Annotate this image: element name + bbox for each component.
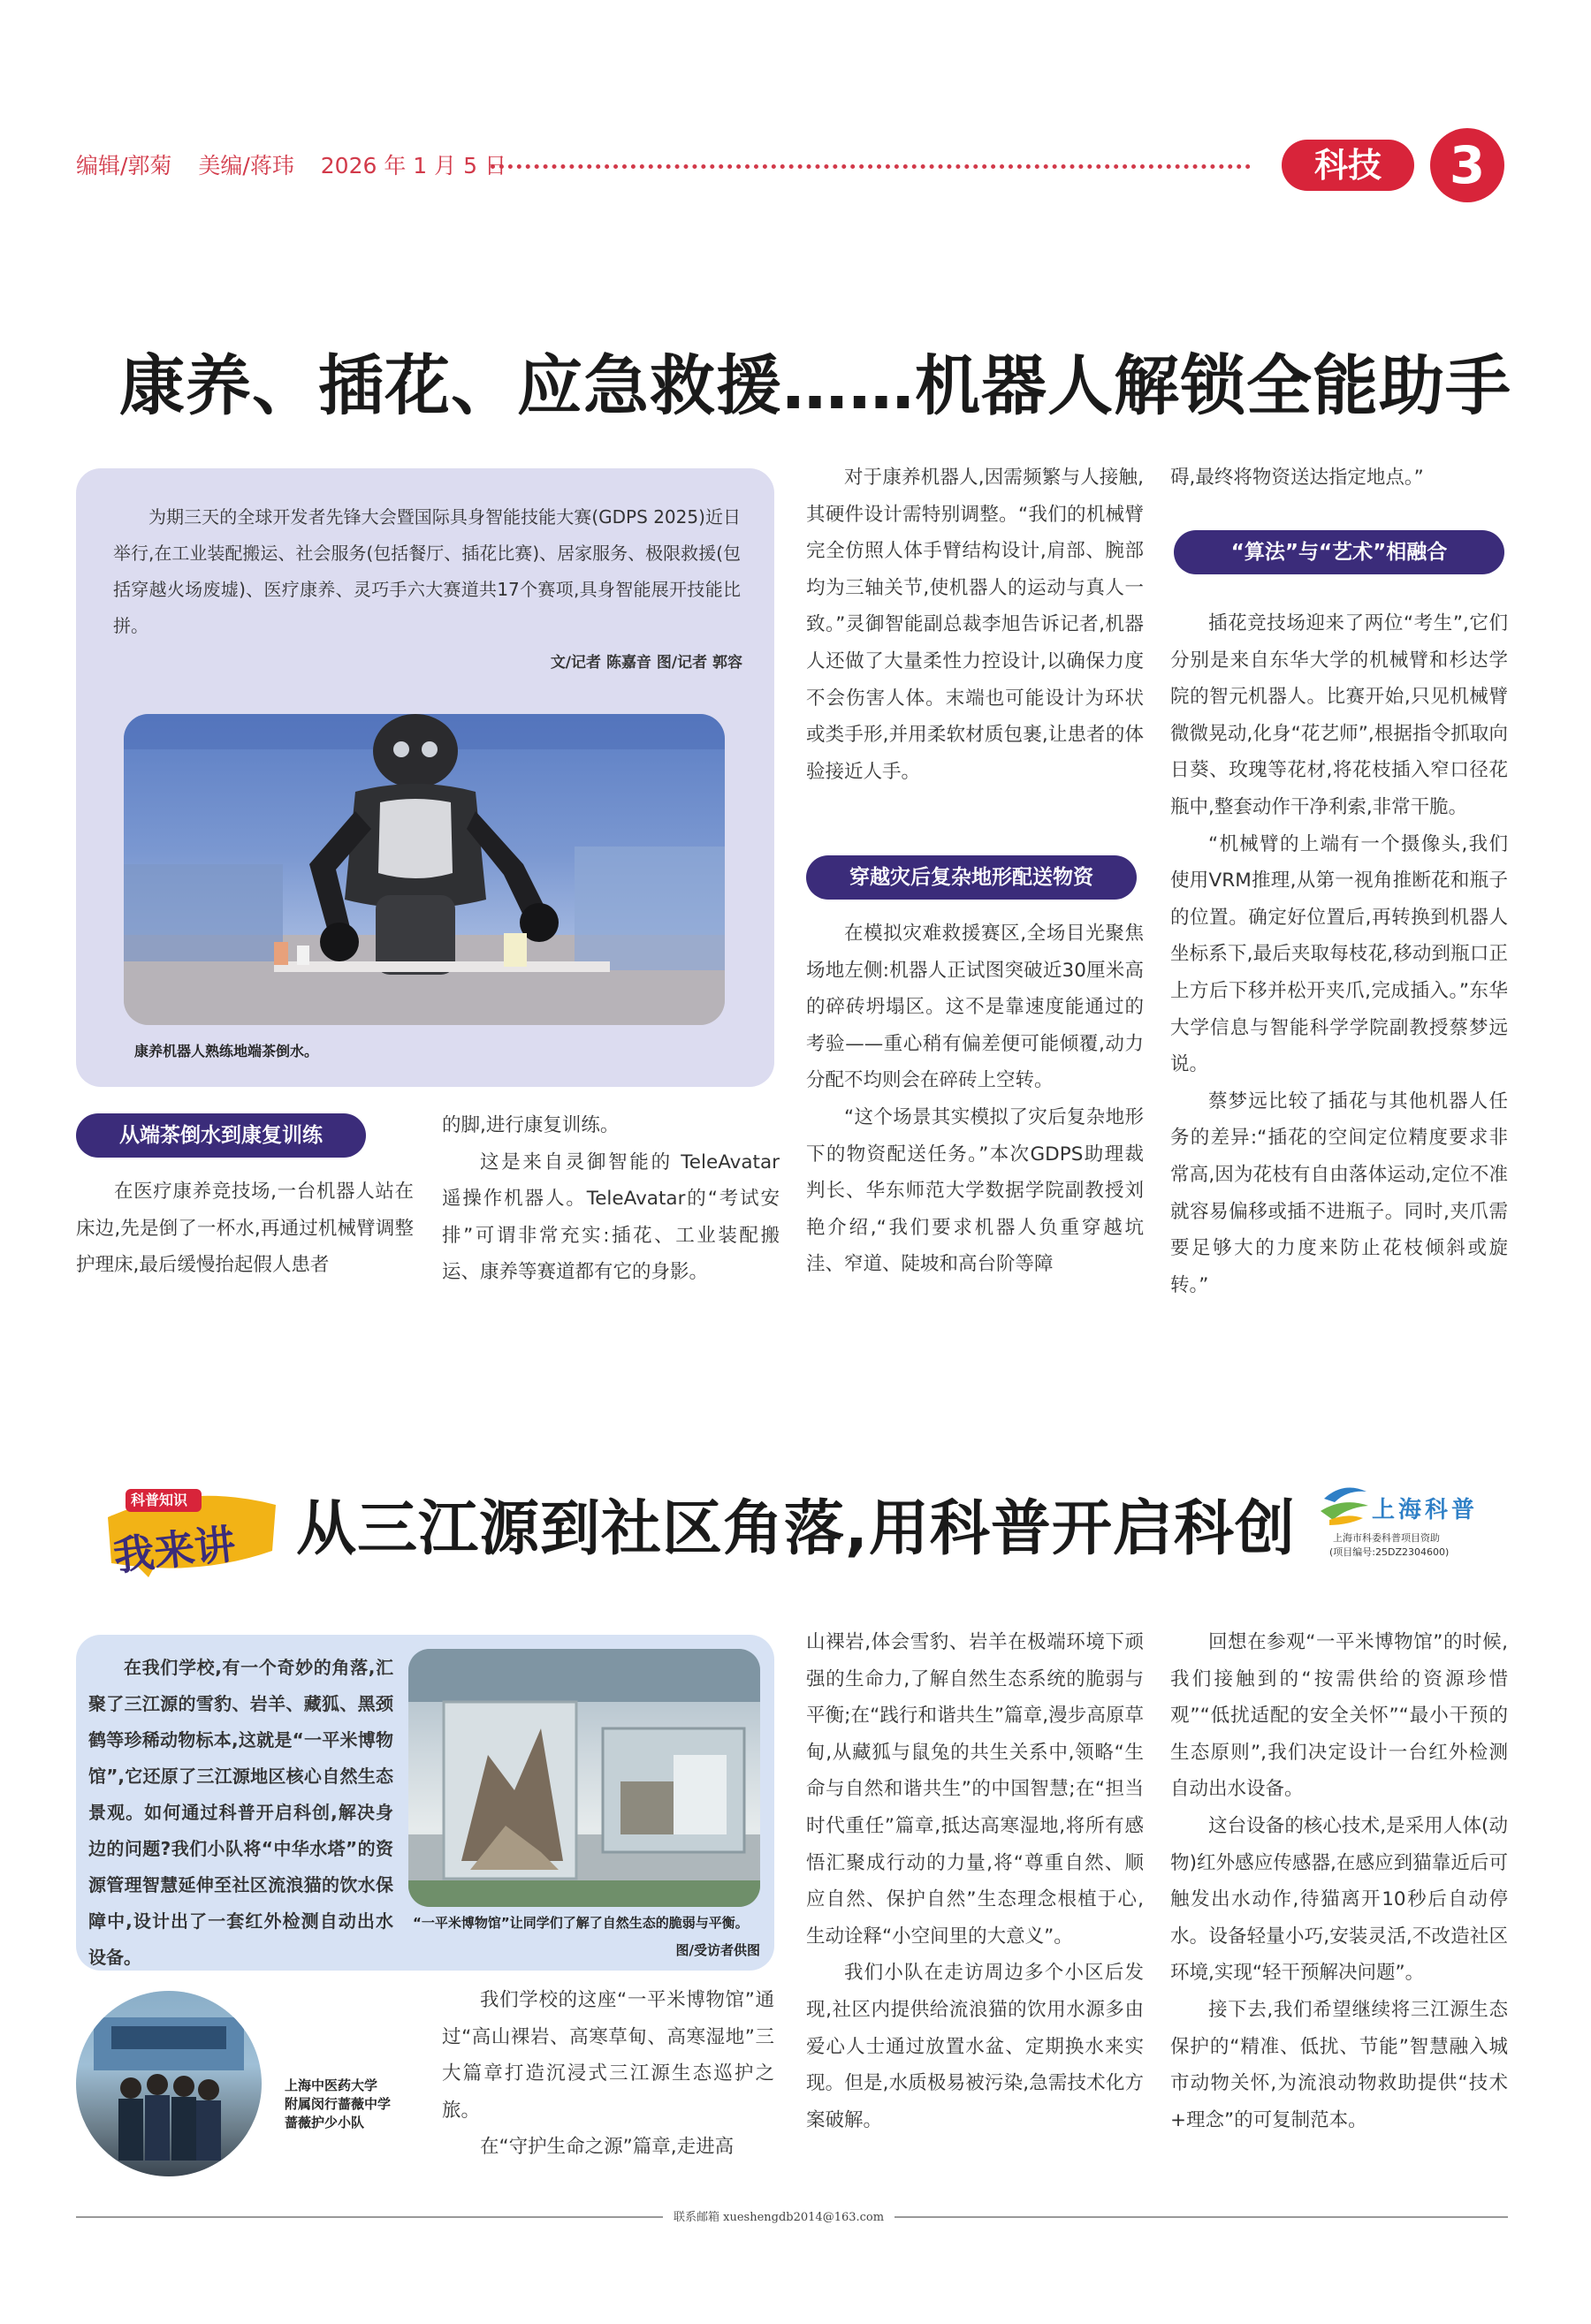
article1-column2 [442, 1107, 780, 1291]
team-caption [285, 2077, 391, 2132]
editor-credit: 编辑/郭菊 [76, 153, 172, 178]
article2-column3 [806, 1624, 1144, 2138]
article2-lead-text: 在我们学校,有一个奇妙的角落,汇聚了三江源的雪豹、岩羊、藏狐、黑颈鹤等珍稀动物标本,这就是“一平米博物馆”,它还原了三江源地区核心自然生态景观。如何通过科普开启科创,解决身边的问题?我们小队将“中华水塔”的资源管理智慧延伸至社区流浪猫的饮水保障中,设计出了一套红外检测自动出水设备。 [88, 1657, 393, 1968]
paragraph-next-steps: 接下去,我们希望继续将三江源生态保护的“精准、低扰、节能”智慧融入城市动物关怀,为流浪动物救助提供“技术+理念”的可复制范本。 [1170, 1998, 1508, 2131]
section-label: 科技 [1282, 140, 1414, 191]
article1-column3 [806, 459, 1144, 790]
article1-column3b [806, 915, 1144, 1283]
paragraph-rehab-cont: 的脚,进行康复训练。 [442, 1114, 620, 1136]
shanghai-science-logo [1317, 1481, 1494, 1561]
paragraph-disaster-scene: 在模拟灾难救援赛区,全场目光聚焦场地左侧:机器人正试图突破近30厘米高的碎砖坍塌区。这不是靠速度能通过的考验——重心稍有偏差便可能倾覆,动力分配不均则会在碎砖上空转。 [806, 923, 1144, 1092]
header-dotted-rule [491, 164, 1251, 169]
paragraph-chapters-cont: 山裸岩,体会雪豹、岩羊在极端环境下顽强的生命力,了解自然生态系统的脆弱与平衡;在“践行和谐共生”篇章,漫步高原草甸,从藏狐与鼠兔的共生关系中,领略“生命与自然和谐共生”的中国智慧;在“担当时代重任”篇章,抵达高寒湿地,将所有感悟汇聚成行动的力量,将“尊重自然、顺应自然、保护自然”生态理念根植于心,生动诠释“小空间里的大意义”。 [806, 1631, 1144, 1948]
robot-photo [124, 714, 725, 1025]
paragraph-museum: 我们学校的这座“一平米博物馆”通过“高山裸岩、高寒草甸、高寒湿地”三大篇章打造沉浸式三江源生态巡护之旅。 [442, 1989, 774, 2122]
team-caption-line1: 上海中医药大学 [285, 2077, 378, 2093]
article1-lead [113, 499, 741, 644]
paragraph-chapters-start: 在“守护生命之源”篇章,走进高 [480, 2136, 735, 2159]
article2-title: 从三江源到社区角落,用科普开启科创 [296, 1494, 1296, 1564]
paragraph-disaster-quote: “这个场景其实模拟了灾后复杂地形下的物资配送任务。”本次GDPS助理裁判长、华东师范大学数据学院副教授刘艳介绍,“我们要求机器人负重穿越坑洼、窄道、陡坡和高台阶等障 [806, 1105, 1144, 1276]
paragraph-stray-cats: 我们小队在走访周边多个小区后发现,社区内提供给流浪猫的饮用水源多由爱心人士通过放置水盆、定期换水来实现。但是,水质极易被污染,急需技术化方案破解。 [806, 1962, 1144, 2131]
issue-date: 2026 年 1 月 5 日 [320, 153, 506, 178]
paragraph-design-idea: 回想在参观“一平米博物馆”的时候,我们接触到的“按需供给的资源珍惜观”“低扰适配的安全关怀”“最小干预的生态原则”,我们决定设计一台红外检测自动出水设备。 [1170, 1631, 1508, 1801]
robot-photo-illustration [124, 714, 725, 1025]
article2-column4 [1170, 1624, 1508, 2138]
logo-sub2: (项目编号:25DZ2304600) [1329, 1546, 1450, 1558]
footer-contact-email: 联系邮箱 xueshengdb2014@163.com [663, 2207, 894, 2224]
article1-title: 康养、插花、应急救援……机器人解锁全能助手 [119, 348, 1511, 424]
museum-photo-caption: “一平米博物馆”让同学们了解了自然生态的脆弱与平衡。 [413, 1915, 749, 1931]
paragraph-hardware: 对于康养机器人,因需频繁与人接触,其硬件设计需特别调整。“我们的机械臂完全仿照人体手臂结构设计,肩部、腕部均为三轴关节,使机器人的运动与真人一致。”灵御智能副总裁李旭告诉记者,机器人还做了大量柔性力控设计,以确保力度不会伤害人体。末端也可能设计为环状或类手形,并用柔软材质包裹,让患者的体验接近人手。 [806, 467, 1144, 783]
section-heading-disaster: 穿越灾后复杂地形配送物资 [806, 855, 1137, 900]
badge-top-label: 科普知识 [131, 1492, 188, 1508]
designer-credit: 美编/蒋玮 [198, 153, 294, 178]
article2-column2 [442, 1982, 774, 2166]
team-photo-illustration [76, 1991, 262, 2176]
team-caption-line3: 蔷薇护少小队 [285, 2115, 365, 2130]
logo-swirl-icon [1317, 1481, 1370, 1527]
section-heading-tea-rehab: 从端茶倒水到康复训练 [76, 1113, 366, 1158]
paragraph-teleavatar: 这是来自灵御智能的 TeleAvatar 遥操作机器人。TeleAvatar的“考试安排”可谓非常充实:插花、工业装配搬运、康养等赛道都有它的身影。 [442, 1151, 780, 1284]
paragraph-flower-diff: 蔡梦远比较了插花与其他机器人任务的差异:“插花的空间定位精度要求非常高,因为花枝有自由落体运动,定位不准就容易偏移或插不进瓶子。同时,夹爪需要足够大的力度来防止花枝倾斜或旋转。” [1170, 1090, 1508, 1296]
article1-column4b [1170, 605, 1508, 1303]
article1-lead-text: 为期三天的全球开发者先锋大会暨国际具身智能技能大赛(GDPS 2025)近日举行,在工业装配搬运、社会服务(包括餐厅、插花比赛)、居家服务、极限救援(包括穿越火场废墟)、医疗康养、灵巧手六大赛道共17个赛项,具身智能展开技能比拼。 [113, 506, 741, 636]
museum-photo-credit: 图/受访者供图 [675, 1942, 760, 1958]
page-number: 3 [1430, 128, 1504, 202]
article1-column1 [76, 1173, 414, 1284]
robot-photo-caption: 康养机器人熟练地端茶倒水。 [134, 1043, 319, 1059]
logo-text: 上海科普 [1372, 1497, 1479, 1523]
logo-sub1: 上海市科委科普项目资助 [1333, 1532, 1440, 1544]
museum-photo-illustration [408, 1649, 760, 1907]
team-photo [76, 1991, 262, 2176]
paragraph-rehab-intro: 在医疗康养竞技场,一台机器人站在床边,先是倒了一杯水,再通过机械臂调整护理床,最后缓慢抬起假人患者 [76, 1181, 414, 1277]
museum-photo [408, 1649, 760, 1907]
article1-byline: 文/记者 陈嘉音 图/记者 郭容 [550, 654, 742, 672]
paragraph-disaster-end: 碍,最终将物资送达指定地点。” [1170, 467, 1424, 489]
paragraph-flower-method: “机械臂的上端有一个摄像头,我们使用VRM推理,从第一视角推断花和瓶子的位置。确定好位置后,再转换到机器人坐标系下,最后夹取每枝花,移动到瓶口正上方后下移并松开夹爪,完成插入。”东华大学信息与智能科学学院副教授蔡梦远说。 [1170, 832, 1508, 1076]
paragraph-core-tech: 这台设备的核心技术,是采用人体(动物)红外感应传感器,在感应到猫靠近后可触发出水动作,待猫离开10秒后自动停水。设备轻量小巧,安装灵活,不改造社区环境,实现“轻干预解决问题”。 [1170, 1814, 1508, 1985]
paragraph-flower-contest: 插花竞技场迎来了两位“考生”,它们分别是来自东华大学的机械臂和杉达学院的智元机器人。比赛开始,只见机械臂微微晃动,化身“花艺师”,根据指令抓取向日葵、玫瑰等花材,将花枝插入窄口径花瓶中,整套动作干净利索,非常干脆。 [1170, 612, 1508, 818]
section-heading-art-algorithm: “算法”与“艺术”相融合 [1174, 530, 1504, 574]
article2-lead [88, 1650, 393, 1976]
badge-main-label: 我来讲 [110, 1519, 238, 1581]
article1-column4 [1170, 459, 1508, 497]
masthead-credits [76, 148, 526, 180]
team-caption-line2: 附属闵行蔷薇中学 [285, 2096, 392, 2112]
